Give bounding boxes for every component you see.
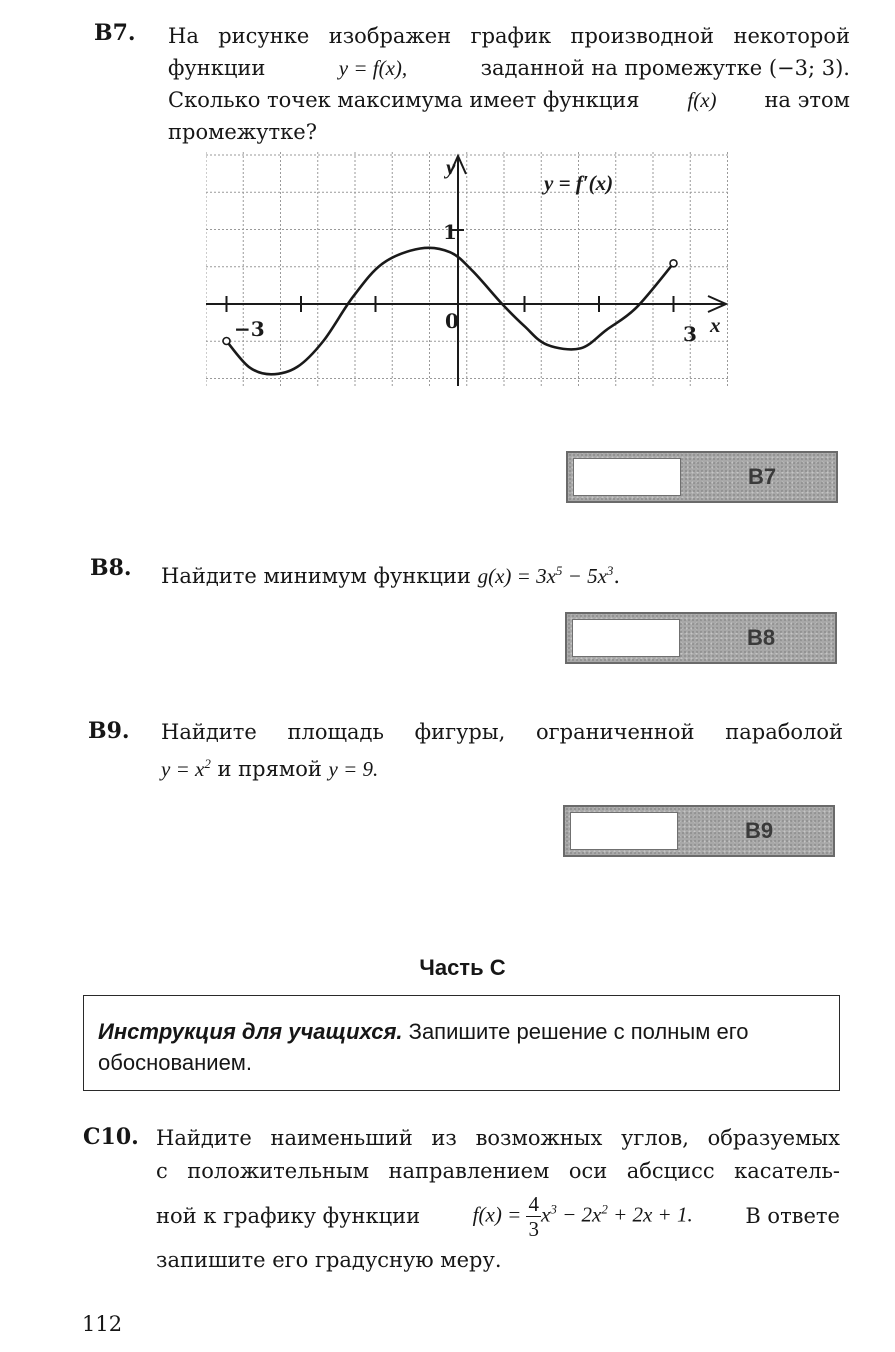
b7-line-1: На рисунке изображен график производной некоторой: [168, 24, 850, 48]
c10-exponent-3: 3: [550, 1200, 557, 1216]
b8-exponent-5: 5: [555, 563, 563, 578]
page-number: 112: [82, 1312, 123, 1336]
chart-axes: [206, 156, 726, 386]
b8-exponent-3: 3: [606, 563, 614, 578]
c10-poly-rest: + 2x + 1.: [607, 1201, 693, 1226]
curve-label: y = f′(x): [544, 171, 614, 195]
c10-line-2: с положительным направлением оси абсцисс касатель-: [156, 1159, 840, 1183]
derivative-graph: [206, 152, 730, 386]
b7-line-3-end: на этом: [764, 88, 850, 112]
instruction-text: Запишите решение с полным его обоснованием.: [98, 1019, 749, 1075]
chart-grid: [206, 152, 730, 386]
open-endpoint-right: [670, 260, 677, 267]
answer-input-b8[interactable]: [572, 619, 680, 657]
question-number-b9: B9.: [88, 718, 130, 744]
b9-line-1: Найдите площадь фигуры, ограниченной параболой: [161, 720, 843, 744]
question-text-b8: [161, 555, 851, 592]
b7-line-2-start: функции: [168, 56, 266, 80]
tick-label-1: 1: [443, 220, 457, 244]
fraction-numerator: 4: [528, 1191, 539, 1216]
b7-line-3-start: Сколько точек максимума имеет функция: [168, 88, 640, 112]
tick-label-minus-3: −3: [234, 317, 265, 341]
fraction-denominator: 3: [528, 1216, 539, 1241]
question-number-b7: B7.: [94, 20, 136, 46]
answer-label-b9: B9: [744, 818, 774, 843]
b7-interval-text: заданной на промежутке (−3; 3).: [480, 56, 850, 80]
c10-line-1: Найдите наименьший из возможных углов, образуемых: [156, 1126, 840, 1150]
b8-period: .: [613, 564, 621, 588]
question-number-c10: C10.: [83, 1124, 139, 1150]
b7-line-3: [168, 84, 850, 116]
answer-box-b8: [565, 612, 837, 664]
c10-fraction: [526, 1192, 541, 1241]
answer-label-b8: B8: [746, 625, 776, 650]
b8-text: Найдите минимум функции: [161, 564, 471, 588]
b7-line-2: [168, 52, 850, 84]
c10-line-3-start: ной к графику функции: [156, 1203, 421, 1228]
c10-poly-x: x: [540, 1201, 551, 1226]
part-c-title: Часть С: [419, 955, 506, 980]
question-number-b8: B8.: [90, 555, 132, 581]
tick-label-origin: 0: [445, 309, 459, 333]
answer-input-b9[interactable]: [570, 812, 678, 850]
c10-formula-f: f(x) =: [472, 1201, 522, 1226]
b8-formula-part-1: g(x) = 3x: [477, 564, 556, 588]
b9-exponent-2: 2: [204, 756, 211, 771]
question-text-b9: [161, 716, 843, 785]
b8-formula-part-2: − 5x: [562, 564, 607, 588]
answer-input-b7[interactable]: [573, 458, 681, 496]
answer-label-b7: B7: [747, 464, 777, 489]
question-text-b7: [168, 20, 850, 148]
c10-line-4: запишите его градусную меру.: [156, 1248, 502, 1272]
b9-parabola-formula: y = x: [161, 757, 205, 781]
x-axis-label: x: [710, 313, 721, 337]
c10-formula: [473, 1192, 693, 1241]
b8-formula: [478, 564, 614, 588]
answer-box-b7: [566, 451, 838, 503]
b7-function-f: f(x): [687, 88, 717, 112]
b7-function-notation: y = f(x),: [338, 56, 408, 80]
open-endpoint-left: [223, 338, 230, 345]
c10-exponent-2: 2: [601, 1200, 608, 1216]
b7-line-4: промежутке?: [168, 120, 317, 144]
c10-line-3: [156, 1188, 840, 1244]
answer-box-b9: [563, 805, 835, 857]
instruction-box: [83, 995, 840, 1091]
b9-line-formula: y = 9.: [328, 757, 379, 781]
b9-line-2-text: и прямой: [217, 757, 322, 781]
c10-line-3-end: В ответе: [745, 1203, 840, 1228]
tick-label-3: 3: [683, 322, 697, 346]
instruction-heading: Инструкция для учащихся.: [98, 1019, 403, 1044]
b9-line-2: [161, 748, 843, 785]
y-axis-label: y: [446, 155, 456, 179]
question-text-c10: [156, 1122, 840, 1277]
c10-poly-2x: − 2x: [556, 1201, 602, 1226]
